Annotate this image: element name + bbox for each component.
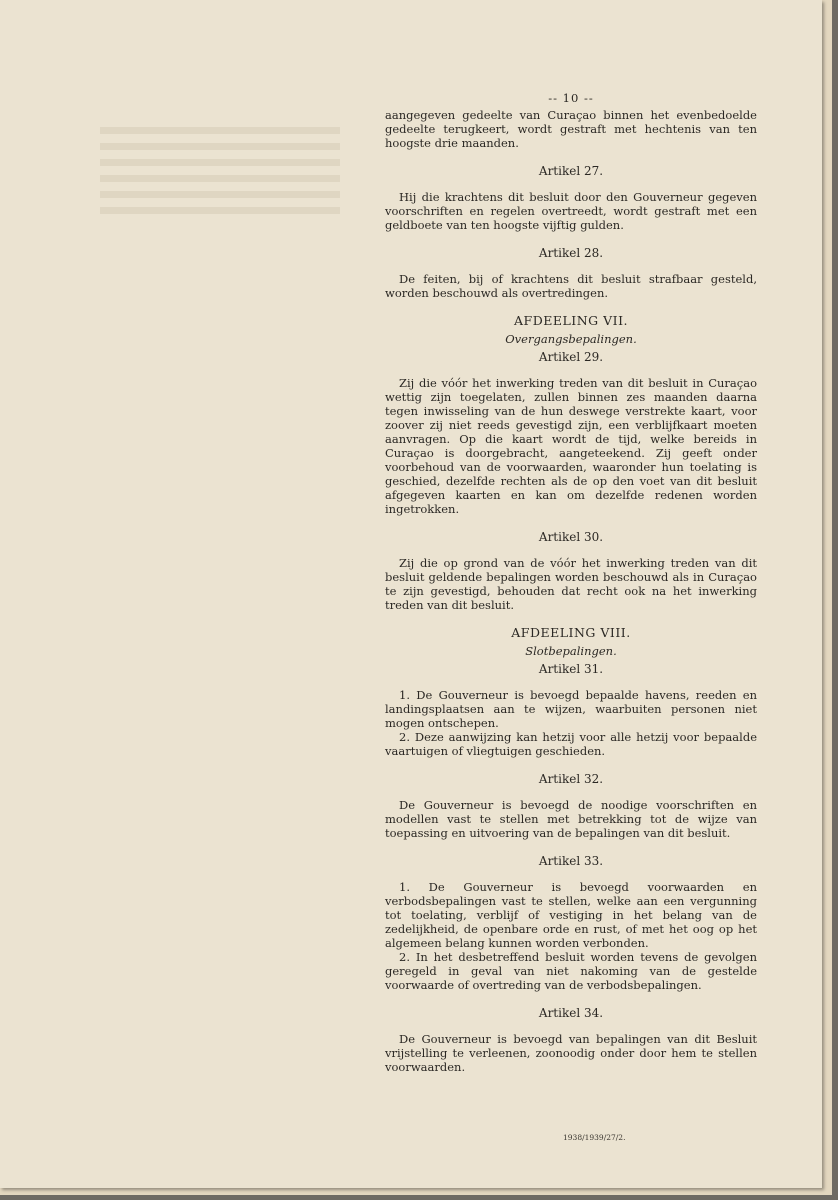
paragraph: aangegeven gedeelte van Curaçao binnen het evenbedoelde gedeelte terugkeert, wordt gestraft met hechtenis van ten hoogste drie maanden.: [385, 108, 757, 150]
article-heading: Artikel 28.: [538, 246, 604, 260]
paragraph: Hij die krachtens dit besluit door den Gouverneur gegeven voorschriften en regelen overtreedt, wordt gestraft met een geldboete van ten hoogste vijftig gulden.: [385, 190, 757, 232]
footer-reference: 1938/1939/27/2.: [563, 1133, 626, 1142]
paragraph: De feiten, bij of krachtens dit besluit strafbaar gesteld, worden beschouwd als overtredingen.: [385, 272, 757, 300]
paragraph: 1. De Gouverneur is bevoegd voorwaarden en verbodsbepalingen vast te stellen, welke aan een vergunning tot toelating, verblijf of vestiging in het belang van de zedelijkheid, de openbare orde en rust, of met het oog op het algemeen belang kunnen worden verbonden.: [385, 880, 757, 950]
article-heading: Artikel 30.: [538, 530, 604, 544]
bleed-through-ghost: [90, 88, 350, 223]
article-heading: Artikel 33.: [538, 854, 604, 868]
paragraph: Zij die vóór het inwerking treden van dit besluit in Curaçao wettig zijn toegelaten, zullen binnen zes maanden daarna tegen inwisseling van de hun deswege verstrekte kaart, voor zoover zij niet reeds gevestigd zijn, een verblijfkaart moeten aanvragen. Op die kaart wordt de tijd, welke bereids in Curaçao is doorgebracht, aangeteekend. Zij geeft onder voorbehoud van de voorwaarden, waaronder hun toelating is geschied, dezelfde rechten als de op den voet van dit besluit afgegeven kaarten en kan om dezelfde redenen worden ingetrokken.: [385, 376, 757, 516]
paragraph: 2. Deze aanwijzing kan hetzij voor alle hetzij voor bepaalde vaartuigen of vliegtuigen geschieden.: [385, 730, 757, 758]
paragraph: 1. De Gouverneur is bevoegd bepaalde havens, reeden en landingsplaatsen aan te wijzen, waarbuiten personen niet mogen ontschepen.: [385, 688, 757, 730]
section-subheading: Slotbepalingen.: [525, 644, 617, 658]
article-heading: Artikel 32.: [538, 772, 604, 786]
paragraph: De Gouverneur is bevoegd van bepalingen van dit Besluit vrijstelling te verleenen, zoonoodig onder door hem te stellen voorwaarden.: [385, 1032, 757, 1074]
section-heading: AFDEELING VII.: [514, 313, 628, 328]
article-heading: Artikel 27.: [538, 164, 604, 178]
paragraph: Zij die op grond van de vóór het inwerking treden van dit besluit geldende bepalingen worden beschouwd als in Curaçao te zijn gevestigd, behouden dat recht ook na het inwerking treden van dit besluit.: [385, 556, 757, 612]
section-heading: AFDEELING VIII.: [511, 625, 631, 640]
paragraph: 2. In het desbetreffend besluit worden tevens de gevolgen geregeld in geval van niet nakoming van de gestelde voorwaarde of overtreding van de verbodsbepalingen.: [385, 950, 757, 992]
page-number: -- 10 --: [548, 91, 594, 105]
section-subheading: Overgangsbepalingen.: [505, 332, 637, 346]
article-heading: Artikel 31.: [538, 662, 604, 676]
document-text-column: [385, 91, 757, 1074]
article-heading: Artikel 29.: [538, 350, 604, 364]
article-heading: Artikel 34.: [538, 1006, 604, 1020]
paragraph: De Gouverneur is bevoegd de noodige voorschriften en modellen vast te stellen met betrekking tot de wijze van toepassing en uitvoering van de bepalingen van dit besluit.: [385, 798, 757, 840]
